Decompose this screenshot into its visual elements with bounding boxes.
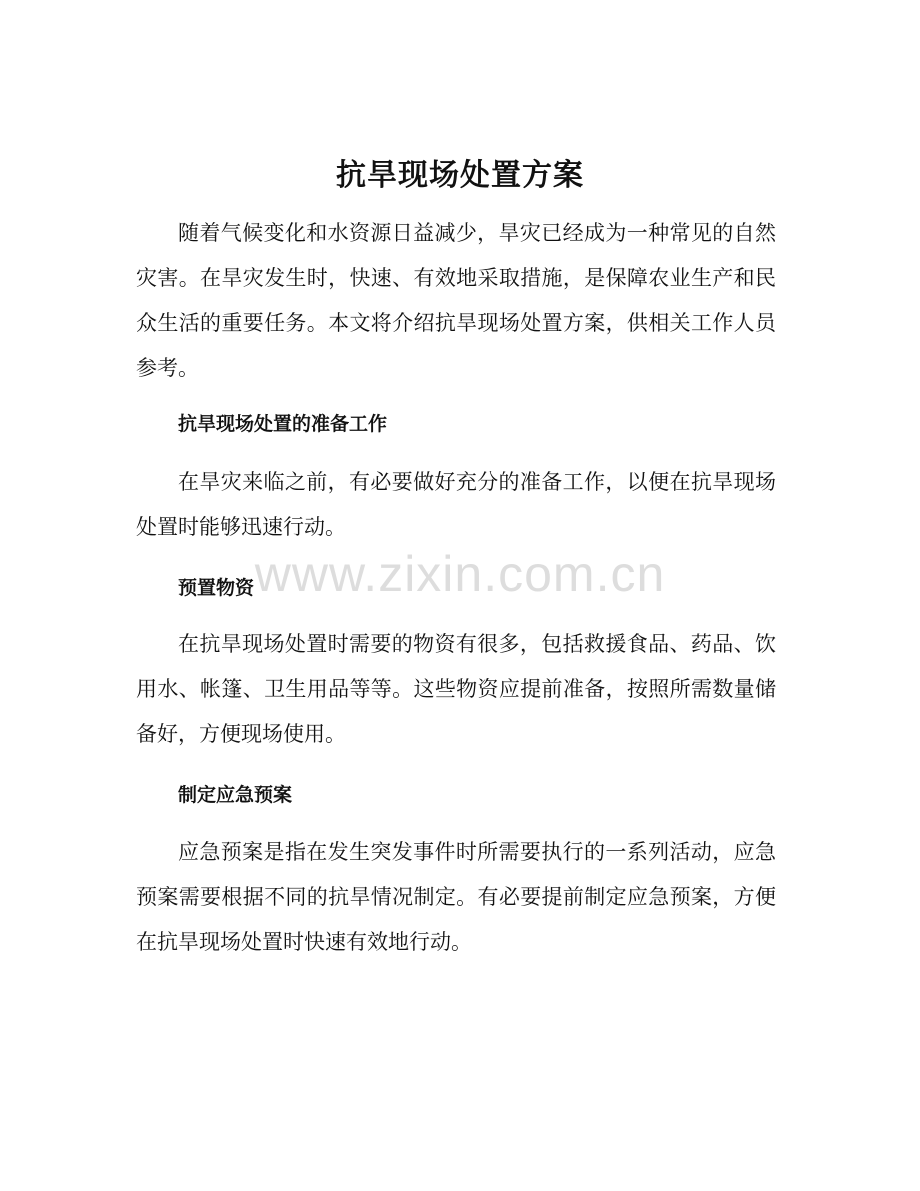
section-heading-supplies: 预置物资 [178, 577, 255, 599]
section-body-preparation: 在旱灾来临之前，有必要做好充分的准备工作，以便在抗旱现场处置时能够迅速行动。 [136, 470, 776, 539]
document-title: 抗旱现场处置方案 [336, 158, 584, 193]
section-body-supplies: 在抗旱现场处置时需要的物资有很多，包括救援食品、药品、饮用水、帐篷、卫生用品等等。这些物资应提前准备，按照所需数量储备好，方便现场使用。 [136, 632, 776, 746]
section-body-emergency-plan: 应急预案是指在发生突发事件时所需要执行的一系列活动，应急预案需要根据不同的抗旱情况制定。有必要提前制定应急预案，方便在抗旱现场处置时快速有效地行动。 [136, 840, 776, 954]
section-heading-emergency-plan: 制定应急预案 [178, 784, 293, 806]
watermark: www.zixin.com.cn [254, 546, 666, 602]
intro-paragraph: 随着气候变化和水资源日益减少，旱灾已经成为一种常见的自然灾害。在旱灾发生时，快速、有效地采取措施，是保障农业生产和民众生活的重要任务。本文将介绍抗旱现场处置方案，供相关工作人员参考。 [136, 221, 776, 380]
section-heading-preparation: 抗旱现场处置的准备工作 [178, 413, 388, 435]
